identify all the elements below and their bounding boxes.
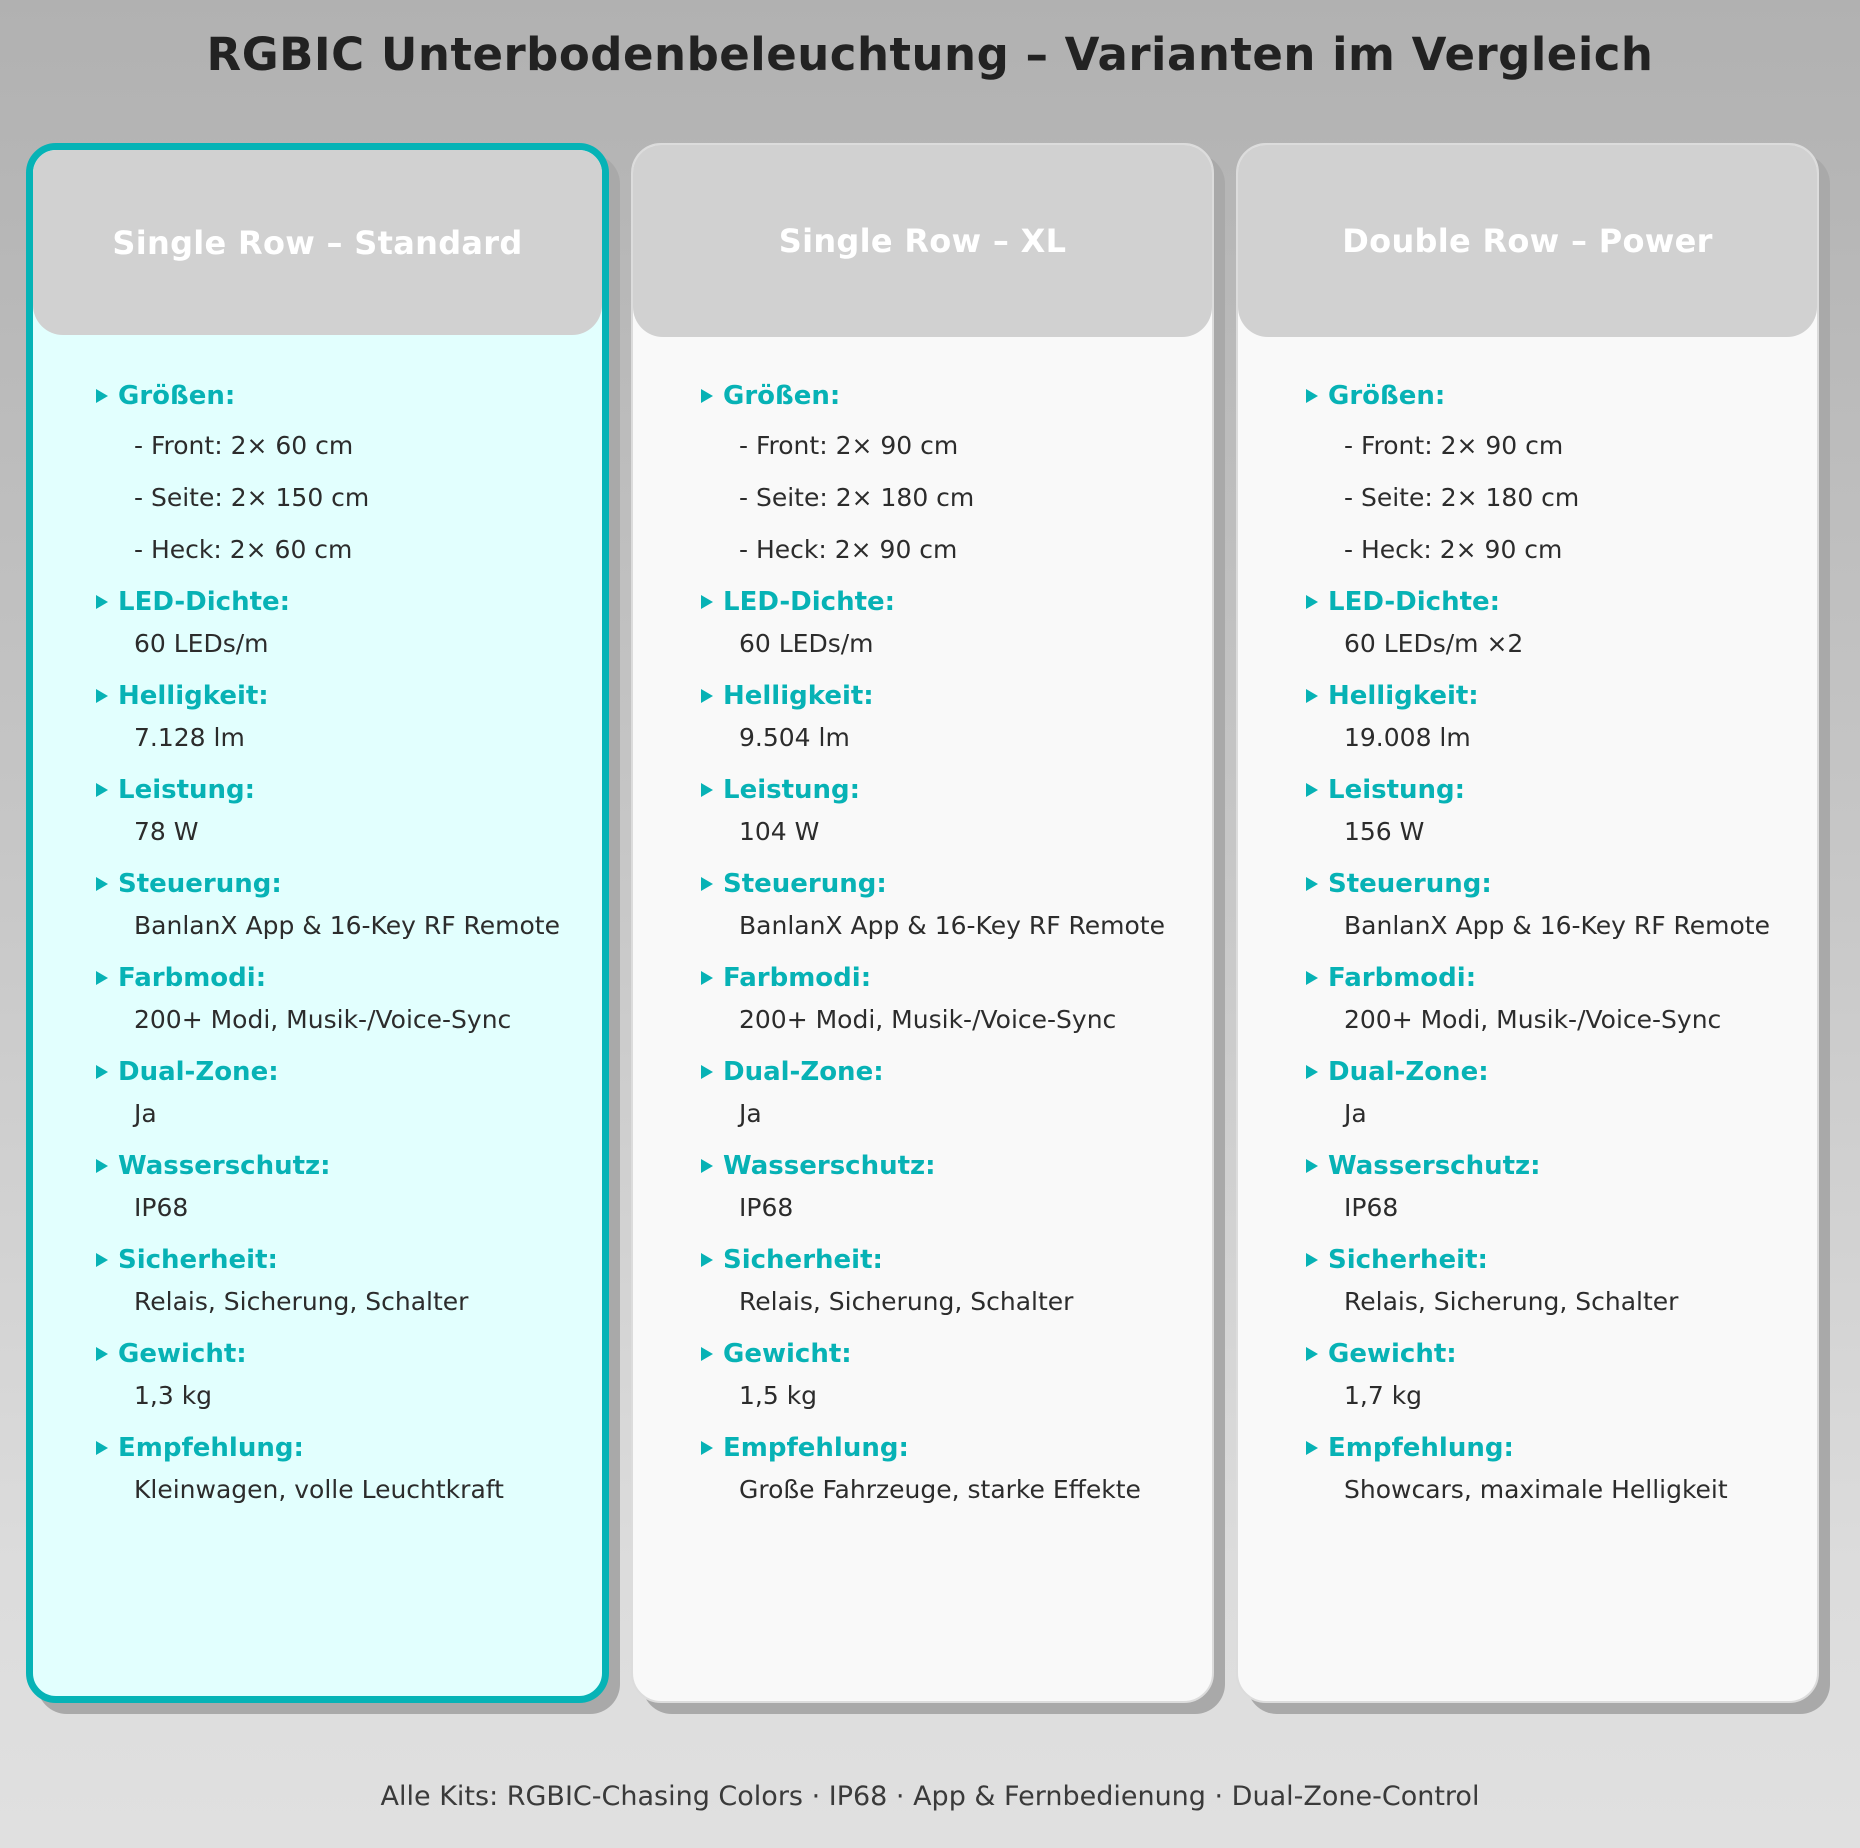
label-color-modes (96, 963, 592, 993)
card-header (33, 150, 602, 335)
label-dual-zone (96, 1057, 592, 1087)
label-text: Empfehlung: (1328, 1433, 1514, 1463)
label-water-protection (1306, 1151, 1807, 1181)
label-led-density (96, 587, 592, 617)
bullet-arrow-icon (1306, 971, 1318, 985)
label-brightness (1306, 681, 1807, 711)
label-text: Farbmodi: (118, 963, 267, 993)
label-safety (1306, 1245, 1807, 1275)
label-brightness (701, 681, 1202, 711)
label-text: Sicherheit: (1328, 1245, 1488, 1275)
value-power: 104 W (739, 817, 820, 846)
value-brightness: 9.504 lm (739, 723, 850, 752)
label-text: Steuerung: (118, 869, 282, 899)
label-color-modes (701, 963, 1202, 993)
value-led-density: 60 LEDs/m (739, 629, 874, 658)
label-control (701, 869, 1202, 899)
value-water-protection: IP68 (739, 1193, 794, 1222)
bullet-arrow-icon (1306, 1159, 1318, 1173)
size-front: - Front: 2× 60 cm (134, 431, 354, 460)
value-water-protection: IP68 (1344, 1193, 1399, 1222)
value-control: BanlanX App & 16-Key RF Remote (134, 911, 560, 940)
value-water-protection: IP68 (134, 1193, 189, 1222)
size-rear: - Heck: 2× 90 cm (739, 535, 958, 564)
label-dual-zone (701, 1057, 1202, 1087)
bullet-arrow-icon (1306, 877, 1318, 891)
label-text: Helligkeit: (1328, 681, 1479, 711)
value-safety: Relais, Sicherung, Schalter (134, 1287, 469, 1316)
label-water-protection (701, 1151, 1202, 1181)
bullet-arrow-icon (96, 1065, 108, 1079)
label-text: Gewicht: (118, 1339, 247, 1369)
bullet-arrow-icon (701, 689, 713, 703)
label-text: Dual-Zone: (1328, 1057, 1489, 1087)
page-title: RGBIC Unterbodenbeleuchtung – Varianten im Vergleich (206, 28, 1654, 81)
value-color-modes: 200+ Modi, Musik-/Voice-Sync (739, 1005, 1117, 1034)
card-header (1238, 145, 1817, 337)
label-text: Leistung: (118, 775, 256, 805)
card-title: Single Row – XL (778, 222, 1067, 260)
bullet-arrow-icon (96, 877, 108, 891)
bullet-arrow-icon (96, 595, 108, 609)
label-recommendation (1306, 1433, 1807, 1463)
label-text: LED-Dichte: (1328, 587, 1501, 617)
card-body (96, 381, 592, 1505)
bullet-arrow-icon (701, 1253, 713, 1267)
label-text: Steuerung: (1328, 869, 1492, 899)
bullet-arrow-icon (701, 877, 713, 891)
label-text: LED-Dichte: (118, 587, 291, 617)
bullet-arrow-icon (1306, 783, 1318, 797)
bullet-arrow-icon (701, 1441, 713, 1455)
label-text: Empfehlung: (723, 1433, 909, 1463)
bullet-arrow-icon (701, 1159, 713, 1173)
value-recommendation: Kleinwagen, volle Leuchtkraft (134, 1475, 504, 1504)
bullet-arrow-icon (96, 1253, 108, 1267)
value-safety: Relais, Sicherung, Schalter (1344, 1287, 1679, 1316)
label-text: Steuerung: (723, 869, 887, 899)
size-side: - Seite: 2× 150 cm (134, 483, 370, 512)
label-text: Empfehlung: (118, 1433, 304, 1463)
value-dual-zone: Ja (739, 1099, 762, 1128)
label-text: Helligkeit: (118, 681, 269, 711)
bullet-arrow-icon (701, 1065, 713, 1079)
value-power: 156 W (1344, 817, 1425, 846)
label-color-modes (1306, 963, 1807, 993)
variant-card-power (1236, 143, 1819, 1703)
label-text: Farbmodi: (723, 963, 872, 993)
value-recommendation: Große Fahrzeuge, starke Effekte (739, 1475, 1141, 1504)
bullet-arrow-icon (1306, 389, 1318, 403)
label-text: Größen: (118, 381, 236, 411)
value-color-modes: 200+ Modi, Musik-/Voice-Sync (134, 1005, 512, 1034)
label-text: Dual-Zone: (118, 1057, 279, 1087)
bullet-arrow-icon (1306, 1441, 1318, 1455)
size-rear: - Heck: 2× 90 cm (1344, 535, 1563, 564)
bullet-arrow-icon (701, 783, 713, 797)
label-power (1306, 775, 1807, 805)
label-power (701, 775, 1202, 805)
value-led-density: 60 LEDs/m ×2 (1344, 629, 1524, 658)
label-sizes (96, 381, 592, 411)
label-safety (701, 1245, 1202, 1275)
bullet-arrow-icon (701, 971, 713, 985)
bullet-arrow-icon (1306, 595, 1318, 609)
bullet-arrow-icon (1306, 1253, 1318, 1267)
label-safety (96, 1245, 592, 1275)
label-led-density (701, 587, 1202, 617)
label-text: Sicherheit: (723, 1245, 883, 1275)
bullet-arrow-icon (701, 1347, 713, 1361)
value-power: 78 W (134, 817, 199, 846)
label-text: Größen: (723, 381, 841, 411)
label-text: LED-Dichte: (723, 587, 896, 617)
size-side: - Seite: 2× 180 cm (1344, 483, 1580, 512)
value-color-modes: 200+ Modi, Musik-/Voice-Sync (1344, 1005, 1722, 1034)
bullet-arrow-icon (96, 1347, 108, 1361)
value-weight: 1,7 kg (1344, 1381, 1423, 1410)
size-front: - Front: 2× 90 cm (739, 431, 959, 460)
label-text: Wasserschutz: (1328, 1151, 1541, 1181)
size-side: - Seite: 2× 180 cm (739, 483, 975, 512)
label-recommendation (96, 1433, 592, 1463)
variant-cards (26, 143, 1836, 1705)
bullet-arrow-icon (1306, 1347, 1318, 1361)
label-brightness (96, 681, 592, 711)
label-water-protection (96, 1151, 592, 1181)
label-text: Gewicht: (723, 1339, 852, 1369)
card-body (701, 381, 1202, 1505)
footer-note: Alle Kits: RGBIC-Chasing Colors · IP68 · App & Fernbedienung · Dual-Zone-Control (380, 1781, 1480, 1812)
size-rear: - Heck: 2× 60 cm (134, 535, 353, 564)
value-recommendation: Showcars, maximale Helligkeit (1344, 1475, 1728, 1504)
label-sizes (1306, 381, 1807, 411)
bullet-arrow-icon (96, 783, 108, 797)
label-text: Wasserschutz: (723, 1151, 936, 1181)
card-body (1306, 381, 1807, 1505)
label-control (96, 869, 592, 899)
value-control: BanlanX App & 16-Key RF Remote (1344, 911, 1770, 940)
value-brightness: 19.008 lm (1344, 723, 1471, 752)
label-text: Gewicht: (1328, 1339, 1457, 1369)
label-recommendation (701, 1433, 1202, 1463)
value-weight: 1,3 kg (134, 1381, 213, 1410)
label-weight (1306, 1339, 1807, 1369)
bullet-arrow-icon (96, 1441, 108, 1455)
value-led-density: 60 LEDs/m (134, 629, 269, 658)
label-weight (701, 1339, 1202, 1369)
label-control (1306, 869, 1807, 899)
bullet-arrow-icon (96, 689, 108, 703)
value-safety: Relais, Sicherung, Schalter (739, 1287, 1074, 1316)
label-text: Leistung: (723, 775, 861, 805)
label-dual-zone (1306, 1057, 1807, 1087)
label-weight (96, 1339, 592, 1369)
label-sizes (701, 381, 1202, 411)
card-header (633, 145, 1212, 337)
bullet-arrow-icon (96, 389, 108, 403)
value-brightness: 7.128 lm (134, 723, 245, 752)
variant-card-standard (26, 143, 609, 1703)
bullet-arrow-icon (96, 971, 108, 985)
label-text: Sicherheit: (118, 1245, 278, 1275)
bullet-arrow-icon (96, 1159, 108, 1173)
label-text: Leistung: (1328, 775, 1466, 805)
bullet-arrow-icon (701, 389, 713, 403)
card-title: Single Row – Standard (112, 223, 523, 262)
label-text: Farbmodi: (1328, 963, 1477, 993)
value-control: BanlanX App & 16-Key RF Remote (739, 911, 1165, 940)
bullet-arrow-icon (1306, 689, 1318, 703)
variant-card-xl (631, 143, 1214, 1703)
bullet-arrow-icon (701, 595, 713, 609)
size-front: - Front: 2× 90 cm (1344, 431, 1564, 460)
label-power (96, 775, 592, 805)
label-text: Größen: (1328, 381, 1446, 411)
bullet-arrow-icon (1306, 1065, 1318, 1079)
label-text: Dual-Zone: (723, 1057, 884, 1087)
card-title: Double Row – Power (1342, 222, 1713, 260)
value-weight: 1,5 kg (739, 1381, 818, 1410)
label-text: Helligkeit: (723, 681, 874, 711)
value-dual-zone: Ja (134, 1099, 157, 1128)
label-led-density (1306, 587, 1807, 617)
value-dual-zone: Ja (1344, 1099, 1367, 1128)
label-text: Wasserschutz: (118, 1151, 331, 1181)
